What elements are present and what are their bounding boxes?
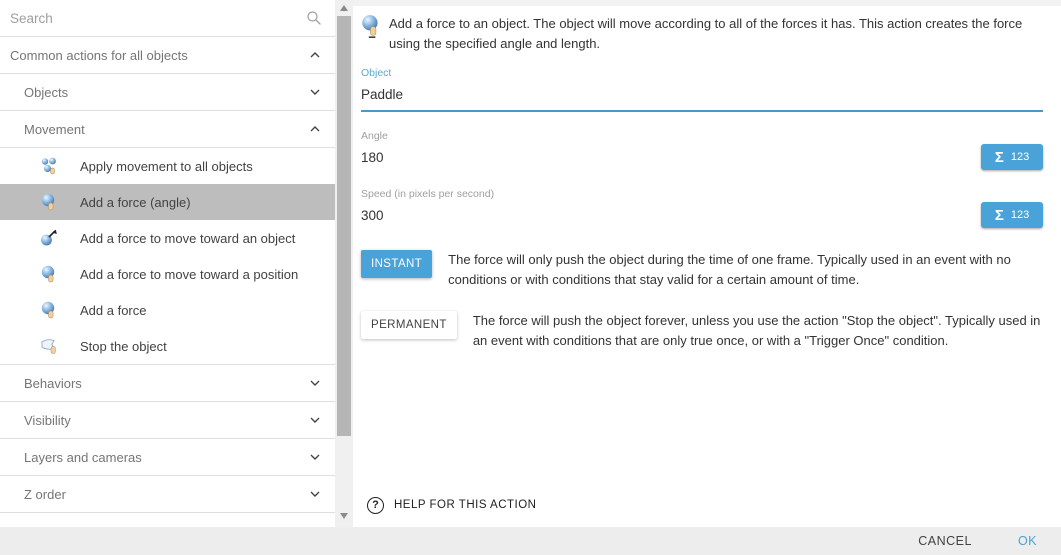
cancel-button[interactable]: CANCEL <box>918 534 972 548</box>
panel-top-strip <box>353 0 1061 6</box>
expression-123-label: 123 <box>1010 209 1030 221</box>
force-icon <box>40 265 58 283</box>
instant-option-row <box>361 250 1043 289</box>
angle-field-group <box>361 130 1043 170</box>
action-editor-panel <box>353 0 1061 527</box>
action-item-force-toward-object[interactable] <box>0 220 335 256</box>
force-icon <box>361 14 381 38</box>
force-toward-object-icon <box>40 229 58 247</box>
chevron-down-icon <box>307 486 323 502</box>
section-label: Z order <box>24 486 66 502</box>
angle-expression-button[interactable] <box>981 144 1043 170</box>
angle-field[interactable] <box>361 145 981 170</box>
section-common-actions[interactable] <box>0 37 335 73</box>
expression-123-label: 123 <box>1010 151 1030 163</box>
action-item-label: Apply movement to all objects <box>80 158 253 174</box>
speed-expression-button[interactable] <box>981 202 1043 228</box>
object-field-group <box>361 67 1043 112</box>
section-visibility[interactable] <box>0 402 335 438</box>
permanent-description: The force will push the object forever, unless you use the action "Stop the object". Typically used in an event with conditions that are only true once, or with a "Trigger Once" condition. <box>472 313 1041 348</box>
section-objects[interactable] <box>0 74 335 110</box>
action-item-label: Stop the object <box>80 338 167 354</box>
stop-object-icon <box>40 337 58 355</box>
chevron-down-icon <box>307 84 323 100</box>
object-field-label: Object <box>361 67 392 79</box>
help-link[interactable] <box>367 493 1043 517</box>
instant-button[interactable]: INSTANT <box>361 250 432 278</box>
chevron-down-icon <box>307 412 323 428</box>
sigma-icon: Σ <box>994 148 1004 166</box>
search-row <box>0 0 335 36</box>
action-item-add-force[interactable] <box>0 292 335 328</box>
chevron-down-icon <box>307 449 323 465</box>
action-item-label: Add a force to move toward a position <box>80 266 299 282</box>
search-input[interactable] <box>10 11 335 26</box>
force-icon <box>40 193 58 211</box>
section-behaviors[interactable] <box>0 365 335 401</box>
instant-description: The force will only push the object during the time of one frame. Typically used in an event with no conditions or with conditions that stay valid for a certain amount of time. <box>448 252 1011 287</box>
action-item-force-toward-position[interactable] <box>0 256 335 292</box>
action-description-row <box>361 14 1043 53</box>
force-icon <box>40 301 58 319</box>
action-item-apply-movement[interactable] <box>0 148 335 184</box>
angle-field-label: Angle <box>361 130 388 142</box>
help-label: HELP FOR THIS ACTION <box>394 499 537 511</box>
actions-list <box>0 0 335 527</box>
sidebar-fill <box>0 513 335 527</box>
help-icon: ? <box>367 497 384 514</box>
action-item-add-force-angle[interactable] <box>0 184 335 220</box>
panel-spacer <box>361 350 1043 493</box>
action-item-label: Add a force (angle) <box>80 194 191 210</box>
action-item-label: Add a force <box>80 302 147 318</box>
section-label: Movement <box>24 121 85 137</box>
section-label: Layers and cameras <box>24 449 142 465</box>
section-label: Common actions for all objects <box>10 47 188 63</box>
permanent-button[interactable]: PERMANENT <box>361 311 457 339</box>
section-label: Visibility <box>24 412 71 428</box>
section-label: Behaviors <box>24 375 82 391</box>
multi-force-icon <box>40 157 58 175</box>
section-z-order[interactable] <box>0 476 335 512</box>
dialog-footer <box>0 527 1061 555</box>
speed-field[interactable] <box>361 203 981 228</box>
object-field[interactable] <box>361 81 1043 112</box>
search-icon <box>305 9 323 27</box>
actions-sidebar <box>0 0 353 527</box>
sigma-icon: Σ <box>994 206 1004 224</box>
scroll-up-icon[interactable] <box>340 5 348 11</box>
speed-field-group <box>361 188 1043 228</box>
section-layers-cameras[interactable] <box>0 439 335 475</box>
chevron-down-icon <box>307 375 323 391</box>
section-label: Objects <box>24 84 69 100</box>
permanent-option-row <box>361 311 1043 350</box>
speed-field-label: Speed (in pixels per second) <box>361 188 495 200</box>
chevron-up-icon <box>307 47 323 63</box>
section-movement[interactable] <box>0 111 335 147</box>
scroll-down-icon[interactable] <box>340 513 348 519</box>
sidebar-scrollbar[interactable] <box>335 0 353 527</box>
action-description: Add a force to an object. The object will move according to all of the forces it has. This action creates the force using the specified angle and length. <box>389 16 1023 51</box>
scroll-thumb[interactable] <box>337 16 351 436</box>
action-item-label: Add a force to move toward an object <box>80 230 296 246</box>
action-item-stop-object[interactable] <box>0 328 335 364</box>
chevron-up-icon <box>307 121 323 137</box>
ok-button[interactable]: OK <box>1017 534 1037 548</box>
